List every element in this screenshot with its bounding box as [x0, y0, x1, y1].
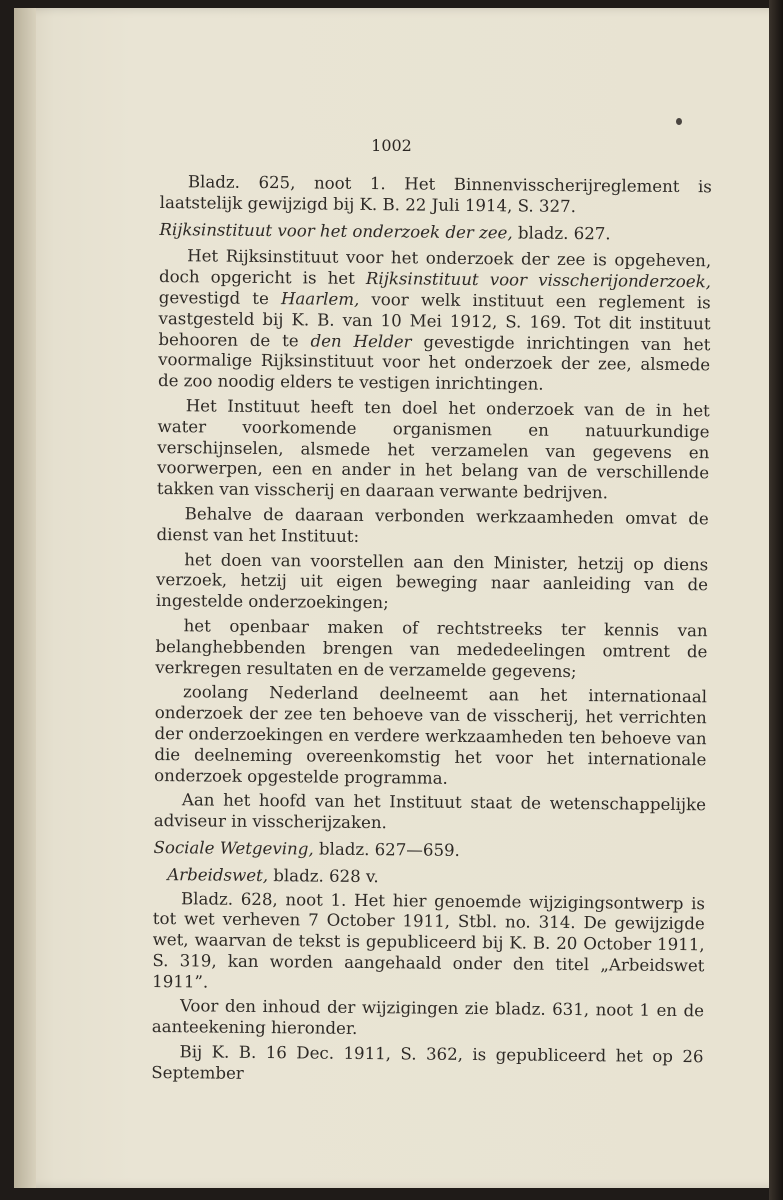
italic-run: Arbeidswet,	[167, 864, 269, 885]
text-run: Bladz. 625, noot 1. Het Binnenvisscherijreglement is laatstelijk gewijzigd bij K. B. 22 Juli 1914, S. 327.	[159, 172, 712, 216]
page-number: 1002	[371, 136, 412, 155]
paragraph	[151, 1042, 703, 1089]
text-run: Het Instituut heeft ten doel het onderzoek van de in het water voorkomende organismen en natuurkundige verschijnselen, alsmede het verzamelen van gegevens en voorwerpen, een en ander in het belang van de verschillende takken van visscherij en daaraan verwante bedrijven.	[156, 396, 710, 503]
text-run: Bladz. 628, noot 1. Het hier genoemde wijzigingsontwerp is tot wet verheven 7 October 1911, Stbl. no. 314. De gewijzigde wet, waarvan de tekst is gepubliceerd bij K. B. 20 October 1911, S. 319, kan worden aangehaald onder den titel „Arbeidswet 1911”.	[152, 888, 706, 992]
ink-dot	[676, 118, 682, 125]
paragraph	[155, 616, 708, 684]
italic-run: Rijksinstituut voor visscherijonderzoek,	[365, 269, 712, 292]
text-run: bladz. 627—659.	[313, 839, 460, 860]
paragraph	[160, 172, 712, 219]
paragraph	[158, 246, 711, 397]
body-text	[151, 172, 712, 1093]
text-run: Aan het hoofd van het Instituut staat de wetenschappelijke adviseur in visscherijzaken.	[153, 790, 707, 833]
paragraph	[154, 790, 706, 837]
text-run: het openbaar maken of rechtstreeks ter kennis van belanghebbenden brengen van mededeelingen omtrent de verkregen resultaten en de verzamelde gegevens;	[155, 616, 708, 681]
text-run: voor welk instituut een reglement is vastgesteld bij K. B. van 10 Mei 1912, S. 169. Tot dit instituut behooren de te	[158, 289, 711, 351]
paragraph	[152, 888, 705, 997]
text-run: bladz. 627.	[512, 222, 611, 243]
italic-run: Rijksinstituut voor het onderzoek der zee,	[159, 219, 513, 242]
paragraph	[156, 504, 708, 551]
text-run: het doen van voorstellen aan den Minister, hetzij op diens verzoek, hetzij uit eigen beweging naar aanleiding van de ingestelde onderzoekingen;	[155, 549, 709, 613]
italic-run: den Helder	[310, 331, 412, 351]
text-run: Behalve de daaraan verbonden werkzaamheden omvat de dienst van het Instituut:	[156, 504, 709, 546]
text-run: Bij K. B. 16 Dec. 1911, S. 362, is gepubliceerd het op 26 September	[151, 1042, 704, 1083]
text-run: gevestigd te	[158, 287, 282, 309]
italic-run: Sociale Wetgeving,	[153, 837, 314, 859]
text-run: zoolang Nederland deelneemt aan het internationaal onderzoek der zee ten behoeve van de visscherij, het verrichten der onderzoekingen en verdere werkzaamheden ten behoeve van die deelneming overeenkomstig het voor het internationale onderzoek opgestelde programma.	[154, 682, 708, 788]
text-run: Voor den inhoud der wijzigingen zie bladz. 631, noot 1 en de aanteekening hieronder.	[151, 996, 705, 1039]
paragraph	[157, 396, 710, 505]
section-heading	[153, 865, 705, 891]
paragraph	[156, 550, 709, 618]
page-edge-shadow	[769, 0, 783, 1200]
section-heading	[159, 220, 711, 246]
paragraph	[152, 996, 704, 1043]
text-run: gevestigde inrichtingen van het voormalige Rijksinstituut voor het onderzoek der zee, alsmede de zoo noodig elders te vestigen inrichtingen.	[157, 332, 711, 394]
section-heading	[153, 838, 705, 864]
text-run: bladz. 628 v.	[267, 865, 379, 886]
text-run: Het Rijksinstituut voor het onderzoek der zee is opgeheven, doch opgericht is het	[158, 246, 712, 289]
binding-gutter	[14, 8, 36, 1188]
italic-run: Haarlem,	[280, 289, 360, 309]
paragraph	[154, 682, 707, 791]
